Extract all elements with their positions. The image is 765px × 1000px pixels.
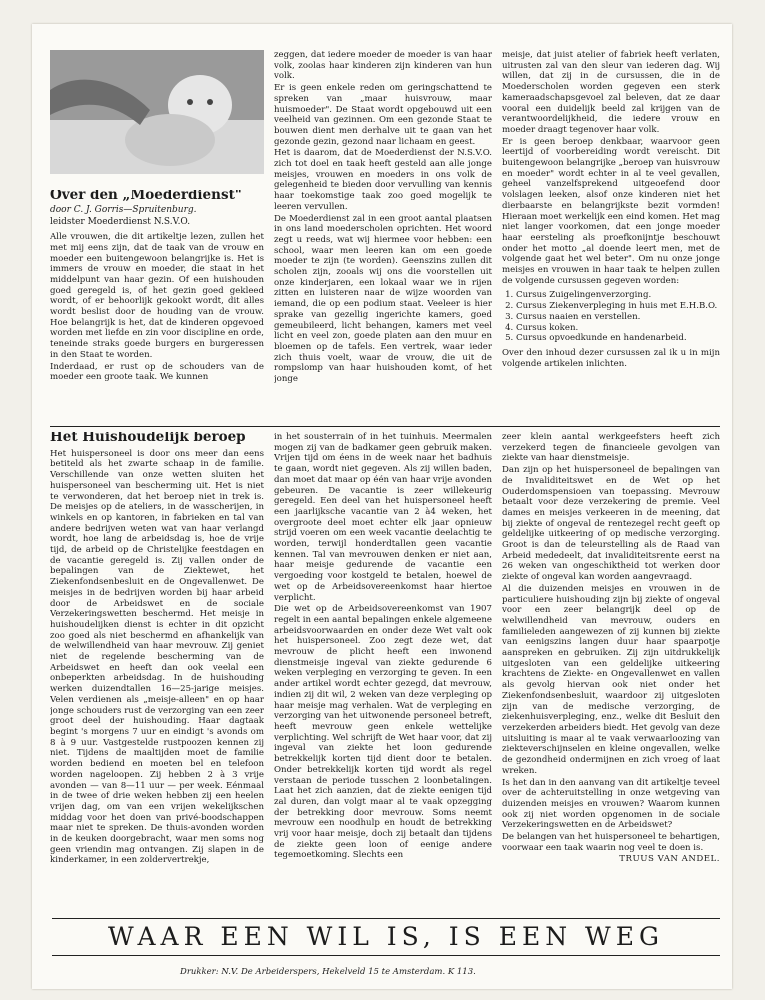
article1-col1 (50, 190, 264, 422)
article1-paragraph: Het is daarom, dat de Moederdienst der N.S.V.O. zich tot doel en taak heeft gesteld aan alle jonge meisjes, vrouwen en moeders in ons volk de gelegenheid te bieden door vervulling van kennis haar toekomstige taak zoo goed mogelijk te leeren vervullen. (274, 148, 492, 212)
course-item: 2. Cursus Ziekenverpleging in huis met E.H.B.O. (516, 301, 720, 312)
article1-subline: leidster Moederdienst N.S.V.O. (50, 217, 191, 228)
article2-col1 (50, 432, 264, 912)
course-item: 4. Cursus koken. (516, 323, 720, 334)
article1-paragraph: Alle vrouwen, die dit artikeltje lezen, zullen het met mij eens zijn, dat de taak van de vrouw en moeder een buitengewoon belangrijke is. Het is immers de vrouw en moeder, die staat in het middelpunt van haar gezin. Of een huishouden goed geregeld is, of het gezin goed gekleed wordt, of er behoorlijk gekookt wordt, dit alles wordt beslist door de houding van de vrouw. Hoe belangrijk is het, dat de kinderen opgevoed worden met liefde en zin voor discipline en orde, teneinde straks goede burgers en burgeressen in den Staat te worden. (50, 232, 264, 360)
course-item: 3. Cursus naaien en verstellen. (516, 312, 720, 323)
article2-paragraph: De belangen van het huispersoneel te behartigen, voorwaar een taak waarin nog veel te doen is. (502, 832, 720, 853)
article2-paragraph: Die wet op de Arbeidsovereenkomst van 1907 regelt in een aantal bepalingen enkele algemeene arbeidsvoorwaarden en onder deze Wet valt ook het huispersoneel. Zoo zegt deze wet, dat mevrouw de plicht heeft een inwonend dienstmeisje ingeval van ziekte gedurende 6 weken verpleging en verzorging te geven. In een ander artikel wordt echter gezegd, dat mevrouw, indien zij dit wil, 2 weken van deze verpleging op haar meisje mag verhalen. Wat de verpleging en verzorging van het uitwonende personeel betreft, heeft mevrouw geen enkele wettelijke verplichting. Wel schrijft de Wet haar voor, dat zij ingeval van ziekte het loon gedurende betrekkelijk korten tijd dient door te betalen. Onder betrekkelijk korten tijd wordt als regel verstaan de periode tusschen 2 loonbetalingen. Laat het zich aanzien, dat de ziekte eenigen tijd zal duren, dan volgt maar al te vaak opzegging der betrekking door mevrouw. Soms neemt mevrouw een noodhulp en houdt de betrekking vrij voor haar meisje, doch zij betaalt dan tijdens de ziekte geen loon of eenige andere tegemoetkoming. Slechts een (274, 604, 492, 861)
article2-paragraph: zeer klein aantal werkgeefsters heeft zich verzekerd tegen de financieele gevolgen van ziekte van haar dienstmeisje. (502, 432, 720, 464)
course-item: 1. Cursus Zuigelingenverzorging. (516, 290, 720, 301)
article2-paragraph: Al die duizenden meisjes en vrouwen in de particuliere huishouding zijn bij ziekte of ongeval voor een zeer belangrijk deel op de welwillendheid van mevrouw, ouders en familieleden aangewezen of zij kunnen bij ziekte van eenigszins langen duur haar spaarpotje aanspreken en gebruiken. Zij zijn uitdrukkelijk uitgesloten van een geldelijke uitkeering krachtens de Ziekte- en Ongevallenwet en vallen als gevolg hiervan ook niet onder het Ziekenfondsenbesluit, waardoor zij uitgesloten zijn van de medische verzorging, de ziekenhuisverpleging, enz., welke dit Besluit den verzekerden arbeiders biedt. Het gevolg van deze uitsluiting is maar al te vaak verwaarloozing van ziekteverschijnselen en kleine ongevallen, welke de gezondheid ondermijnen en zich vroeg of laat wreken. (502, 583, 720, 776)
printer-imprint: Drukker: N.V. De Arbeiderspers, Hekelveld 15 te Amsterdam. K 113. (180, 967, 476, 977)
section-divider (50, 426, 720, 427)
article2-signature: TRUUS VAN ANDEL. (619, 854, 720, 865)
article1-col2 (274, 50, 492, 422)
article1-paragraph: zeggen, dat iedere moeder de moeder is van haar volk, zoolas haar kinderen zijn kinderen van hun volk. (274, 50, 492, 82)
article2-title: Het Huishoudelijk beroep (50, 432, 246, 445)
article2-col3 (502, 432, 720, 912)
article1-byline: door C. J. Gorris—Spruitenburg. (50, 204, 197, 215)
article2-paragraph: Dan zijn op het huispersoneel de bepalingen van de Invaliditeitswet en de Wet op het Ouderdomspensioen van toepassing. Mevrouw betaalt voor deze verzekering de premie. Veel dames en meisjes verkeeren in de meening, dat bij ziekte of ongeval de rentezegel recht geeft op geldelijke uitkeering of op medische verzorging. Groot is dan de teleurstelling als de Raad van Arbeid mededeelt, dat invaliditeitsrente eerst na 26 weken van ongeschiktheid tot werken door ziekte of ongeval kan worden aangevraagd. (502, 465, 720, 583)
article2-paragraph: Het huispersoneel is door ons meer dan eens betiteld als het zwarte schaap in de familie. Verschillende van onze wetten sluiten het huispersoneel van bescherming uit. Het is niet te verwonderen, dat het beroep niet in trek is. De meisjes op de ateliers, in de wasscherijen, in winkels en op kantoren, in fabrieken en tal van andere bedrijven weten wat van haar verlangd wordt, hoe lang de arbeidsdag is, hoe de vrije tijd, de arbeid op de Christelijke feestdagen en de vacantie geregeld is. Zij vallen onder de bepalingen van de Ziektewet, het Ziekenfondsenbesluit en de Ongevallenwet. De meisjes in de bedrijven worden bij haar arbeid door de Arbeidswet en de sociale Verzekeringswetten beschermd. Het meisje in huishoudelijken dienst is echter in dit opzicht zoo goed als niet beschermd en afhankelijk van de welwillendheid van haar mevrouw. Zij geniet niet de regelende bescherming van de Arbeidswet en heeft dan ook veelal een onbeperkten arbeidsdag. In de huishouding werken duizendtallen 16—25-jarige meisjes. Velen verdienen als „meisje-alleen" en op haar jonge schouders rust de verzorging van een zeer groot deel der huishouding. Haar dagtaak begint 's morgens 7 uur en eindigt 's avonds om 8 à 9 uur. Vastgestelde rustpoozen kennen zij niet. Tijdens de maaltijden moet de familie worden bediend en moeten bel en telefoon worden nageloopen. Zij hebben 2 à 3 vrije avonden — van 8—11 uur — per week. Eénmaal in de twee of drie weken hebben zij een heelen vrijen dag, om van een vrijen wekelijkschen middag voor het doen van privé-boodschappen maar niet te spreken. De thuis-avonden worden in de keuken doorgebracht, waar men soms nog geen vriendin mag ontvangen. Zij slapen in de kinderkamer, in een zoldervertrekje, (50, 448, 264, 866)
article1-paragraph: Er is geen enkele reden om geringschattend te spreken van „maar huisvrouw, maar huismoeder". De Staat wordt opgebouwd uit een veelheid van gezinnen. Om een gezonde Staat te bouwen dient men derhalve uit te gaan van het gezonde gezin, gezond naar lichaam en geest. (274, 83, 492, 147)
motto-banner: WAAR EEN WIL IS, IS EEN WEG (52, 918, 720, 956)
article2-paragraph: in het sousterrain of in het tuinhuis. Meermalen mogen zij van de badkamer geen gebruik maken. Vrijen tijd om éens in de week naar het badhuis te gaan, wordt niet gegeven. Als zij willen baden, dan moet dat maar op één van haar vrije avonden gebeuren. De vacantie is zeer willekeurig geregeld. Een deel van het huispersoneel heeft een jaarlijksche vacantie van 2 à4 weken, het overgroote deel moet echter elk jaar opnieuw strijd voeren om een week vacantie deelachtig te worden, terwijl honderdtallen geen vacantie kennen. Tal van mevrouwen denken er niet aan, haar meisje gedurende de vacantie een vergoeding voor kostgeld te betalen, hoewel de wet op de Arbeidsovereenkomst haar hiertoe verplicht. (274, 432, 492, 603)
article1-closing: Over den inhoud dezer cursussen zal ik u in mijn volgende artikelen inlichten. (502, 347, 720, 369)
article1-title: Over den „Moederdienst" (50, 190, 242, 203)
article1-paragraph: Inderdaad, er rust op de schouders van de moeder een groote taak. We kunnen (50, 361, 264, 383)
baby-photo-illustration (50, 50, 264, 174)
article1-paragraph: Er is geen beroep denkbaar, waarvoor geen leertijd of voorbereiding wordt vereischt. Dit buitengewoon belangrijke „beroep van huisvrouw en moeder" wordt echter in al te veel gevallen, geheel vanzelfsprekend uitgeoefend door volslagen leeken, alsof onze kinderen niet het dierbaarste en belangrijkste bezit vormden! Hieraan moet werkelijk een eind komen. Het mag niet langer voorkomen, dat een jonge moeder haar eersteling als proefkonijntje beschouwt onder het motto „al doende leert men, met de volgende gaat het wel beter". Om nu onze jonge meisjes en vrouwen in haar taak te helpen zullen de volgende cursussen gegeven worden: (502, 136, 720, 286)
course-item: 5. Cursus opvoedkunde en handenarbeid. (516, 333, 720, 344)
baby-photo (50, 50, 264, 174)
article2-paragraph: Is het dan in den aanvang van dit artikeltje teveel over de achteruitstelling in onze wetgeving van duizenden meisjes en vrouwen? Waarom kunnen ook zij niet worden opgenomen in de sociale Verzekeringswetten en de Arbeidswet? (502, 777, 720, 831)
course-list (502, 290, 720, 344)
article1-col3 (502, 50, 720, 422)
article1-paragraph: meisje, dat juist atelier of fabriek heeft verlaten, uitrusten zal van den sleur van iederen dag. Wij willen, dat zij in de cursussen, die in de Moederscholen worden gegeven een sterk kameraadschapsgevoel zal beleven, dat ze daar vooral een duidelijk beeld zal krijgen van de verantwoordelijkheid, die iedere vrouw en moeder draagt tegenover haar volk. (502, 50, 720, 135)
article2-col2 (274, 432, 492, 912)
article1-paragraph: De Moederdienst zal in een groot aantal plaatsen in ons land moederscholen oprichten. Het woord zegt u reeds, wat wij hiermee voor hebben: een school, waar men leeren kan om een goede moeder te zijn (te worden). Geenszins zullen dit scholen zijn, zooals wij ons die voorstellen uit onze kinderjaren, een lokaal waar we in rijen zitten en luisteren naar de wijze woorden van iemand, die op een podium staat. Veeleer is hier sprake van gezellig ingerichte kamers, goed gemeubileerd, licht behangen, kamers met veel licht en veel zon, goede platen aan den muur en bloemen op de tafels. Een vertrek, waar ieder zich thuis voelt, waar de vrouw, die uit de rompslomp van haar huishouden komt, of het jonge (274, 213, 492, 385)
